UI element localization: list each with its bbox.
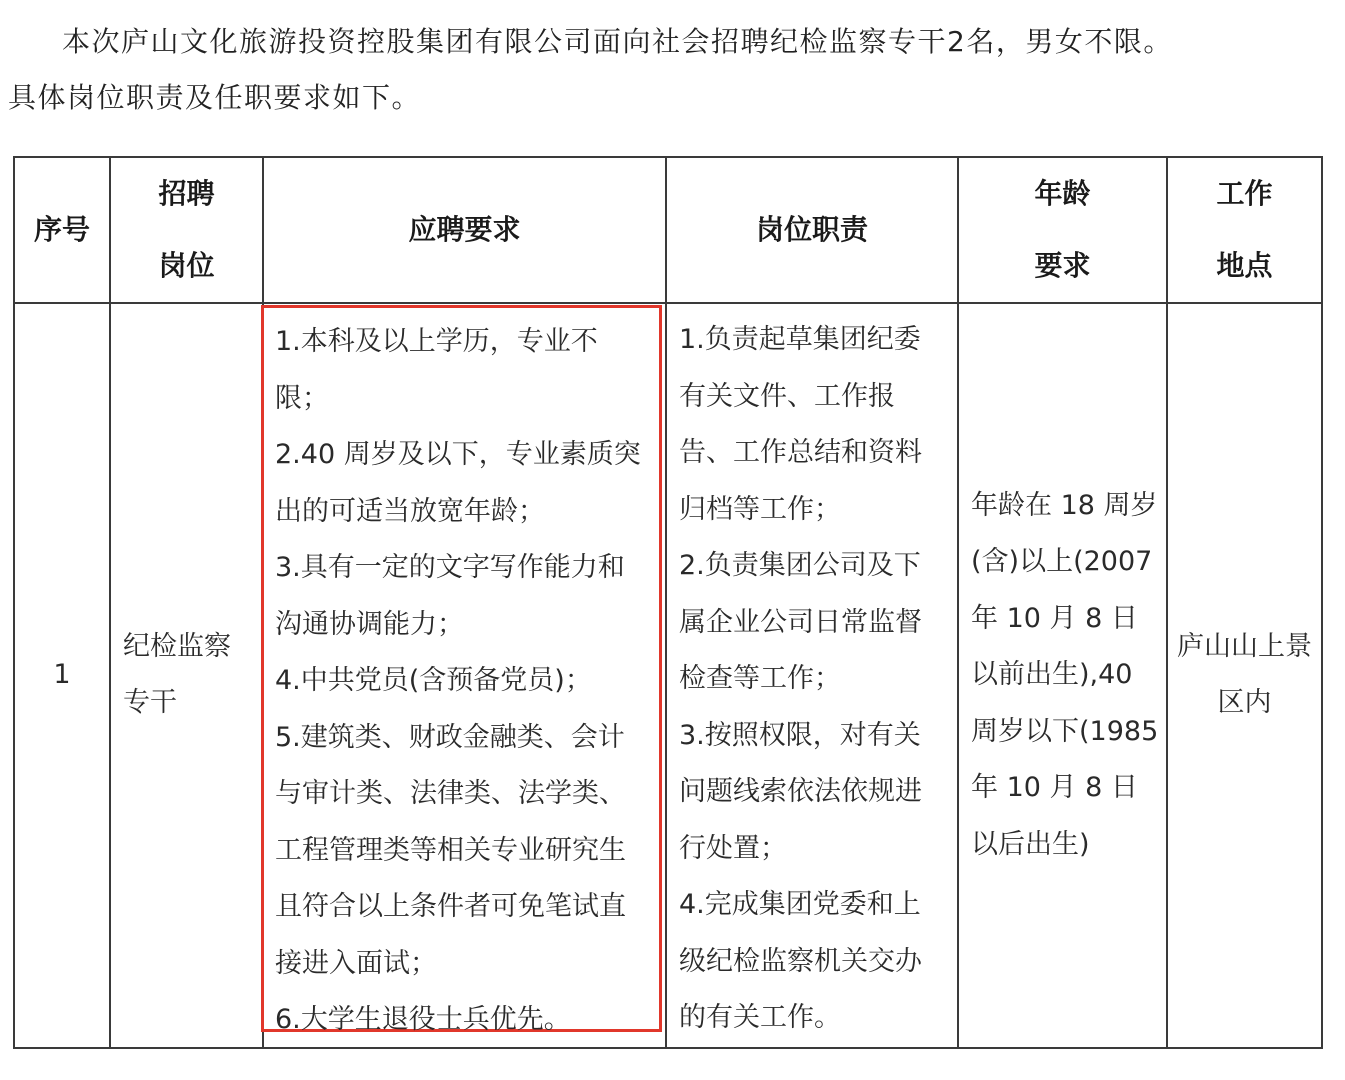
header-position-line-1: 招聘: [158, 177, 215, 210]
duty-item: 3.按照权限，对有关问题线索依法依规进行处置；: [679, 719, 922, 864]
position-name-line-1: 纪检监察: [123, 630, 231, 662]
duty-item: 4.完成集团党委和上级纪检监察机关交办的有关工作。: [679, 889, 922, 1033]
recruitment-table: [13, 156, 1323, 1049]
header-position: [110, 157, 263, 303]
requirement-item: 3.具有一定的文字写作能力和沟通协调能力；: [275, 552, 625, 640]
header-duties: 岗位职责: [666, 157, 958, 303]
requirement-item: 6.大学生退役士兵优先。: [275, 1004, 571, 1035]
cell-duties: [666, 303, 958, 1048]
cell-seq: 1: [14, 303, 110, 1048]
header-seq: 序号: [14, 157, 110, 303]
table-row: [14, 303, 1322, 1048]
cell-position: [110, 303, 263, 1048]
header-age: [958, 157, 1167, 303]
duty-item: 1.负责起草集团纪委有关文件、工作报告、工作总结和资料归档等工作；: [679, 324, 922, 525]
intro-paragraph: [0, 14, 1345, 126]
header-position-line-2: 岗位: [158, 249, 215, 282]
requirement-item: 2.40 周岁及以下，专业素质突出的可适当放宽年龄；: [275, 439, 641, 527]
table-header-row: [14, 157, 1322, 303]
requirement-item: 1.本科及以上学历，专业不限；: [275, 326, 598, 414]
requirements-highlight-box: [261, 305, 662, 1035]
header-requirements: 应聘要求: [263, 157, 666, 303]
duty-item: 2.负责集团公司及下属企业公司日常监督检查等工作；: [679, 550, 922, 694]
cell-requirements: [263, 303, 666, 1048]
header-location-line-1: 工作: [1216, 177, 1273, 210]
header-age-line-1: 年龄: [1034, 177, 1091, 210]
requirement-item: 4.中共党员(含预备党员)；: [275, 665, 592, 696]
cell-location: 庐山山上景区内: [1167, 303, 1322, 1048]
header-location-line-2: 地点: [1216, 249, 1273, 282]
intro-line-2: 具体岗位职责及任职要求如下。: [8, 81, 422, 114]
header-age-line-2: 要求: [1034, 249, 1091, 282]
header-location: [1167, 157, 1322, 303]
intro-line-1: 本次庐山文化旅游投资控股集团有限公司面向社会招聘纪检监察专干2名，男女不限。: [62, 25, 1173, 58]
requirement-item: 5.建筑类、财政金融类、会计与审计类、法律类、法学类、工程管理类等相关专业研究生且符合以上条件者可免笔试直接进入面试；: [275, 721, 626, 979]
position-name-line-2: 专干: [123, 687, 177, 719]
cell-age-requirement: 年龄在 18 周岁(含)以上(2007 年 10 月 8 日以前出生),40 周岁以下(1985 年 10 月 8 日以后出生): [958, 303, 1167, 1048]
